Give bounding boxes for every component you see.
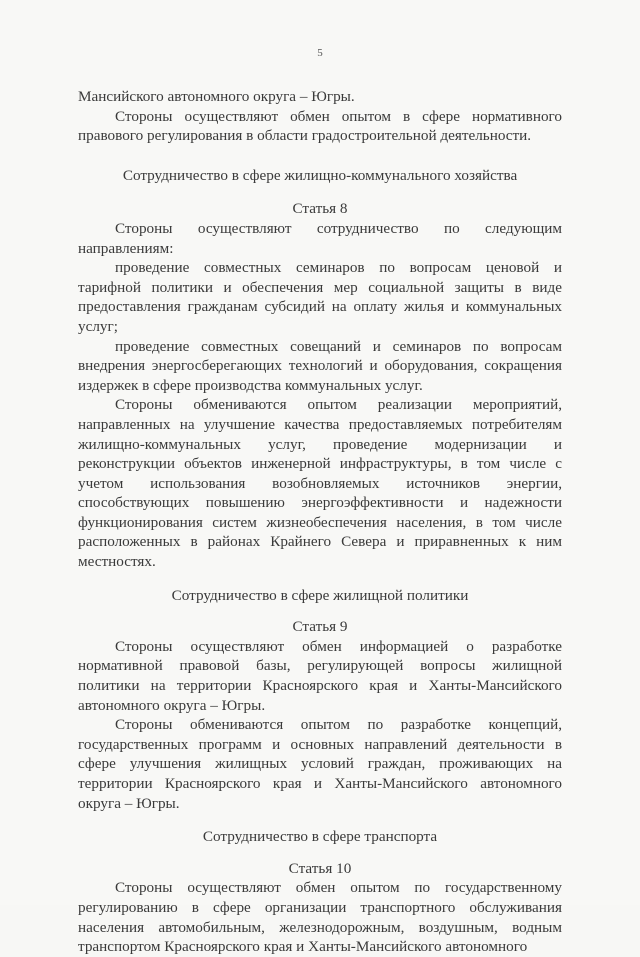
paragraph: Стороны осуществляют сотрудничество по следующим направлениям:	[78, 219, 562, 257]
paragraph: проведение совместных совещаний и семинаров по вопросам внедрения энергосберегающих технологий и оборудования, сокращения издержек в сфере производства коммунальных услуг.	[78, 337, 562, 394]
article-heading: Статья 8	[292, 200, 348, 218]
article-heading: Статья 10	[288, 859, 352, 877]
section-heading: Сотрудничество в сфере жилищно-коммунального хозяйства	[122, 166, 518, 184]
paragraph: Мансийского автономного округа – Югры.	[78, 88, 355, 105]
paragraph: Стороны обмениваются опытом реализации мероприятий, направленных на улучшение качества предоставляемых потребителям жилищно-коммунальных услуг, проведение модернизации и реконструкции объектов инженерной инфраструктуры, в том числе с учетом использования возобновляемых источников энергии, способствующих повышению энергоэффективности и надежности функционирования систем жизнеобеспечения населения, в том числе расположенных в районах Крайнего Севера и приравненных к ним местностях.	[78, 396, 562, 571]
section-heading: Сотрудничество в сфере жилищной политики	[171, 586, 469, 604]
paragraph: проведение совместных семинаров по вопросам ценовой и тарифной политики и обеспечения мер социальной защиты в виде предоставления гражданам субсидий на оплату жилья и коммунальных услуг;	[78, 259, 562, 335]
article-heading: Статья 9	[292, 618, 348, 636]
document-body	[78, 87, 562, 957]
section-heading: Сотрудничество в сфере транспорта	[202, 828, 438, 846]
paragraph: Стороны осуществляют обмен опытом в сфере нормативного правового регулирования в области градостроительной деятельности.	[78, 107, 562, 145]
paragraph: Стороны осуществляют обмен информацией о разработке нормативной правовой базы, регулирующей вопросы жилищной политики на территории Красноярского края и Ханты-Мансийского автономного округа – Югры.	[78, 637, 562, 714]
page-number: 5	[317, 47, 323, 59]
paragraph: Стороны обмениваются опытом по разработке концепций, государственных программ и основных направлений деятельности в сфере улучшения жилищных условий граждан, проживающих на территории Красноярского края и Ханты-Мансийского автономного округа – Югры.	[78, 716, 562, 812]
paragraph: Стороны осуществляют обмен опытом по государственному регулированию в сфере организации транспортного обслуживания населения автомобильным, железнодорожным, воздушным, водным транспортом Красноярского края и Ханты-Мансийского автономного	[78, 879, 562, 956]
